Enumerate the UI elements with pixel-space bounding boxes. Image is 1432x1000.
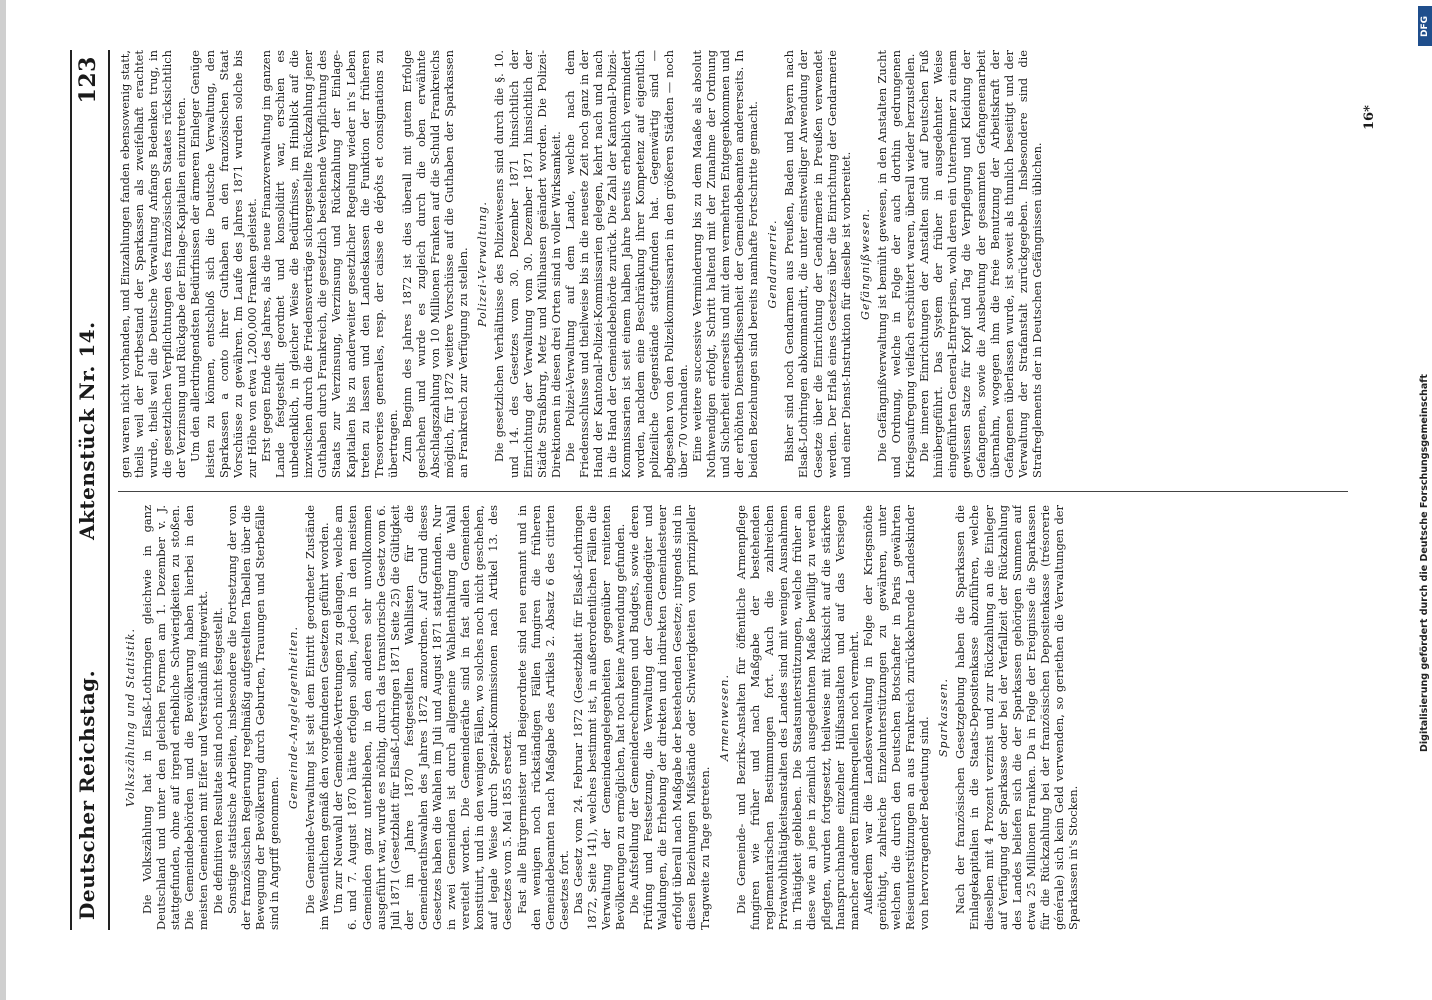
digitization-note: Digitalisierung gefördert durch die Deutsche Forschungsgemeinschaft xyxy=(1419,374,1430,752)
section-title: Polizei-Verwaltung. xyxy=(476,201,490,327)
paragraph: gen waren nicht vorhanden, und Einzahlungen fanden ebensowenig statt, theils weil der Fortbestand der Sparkassen als zweifelhaft erachtet wurde, theils weil die Deutsche Verwaltung Anfangs Bedenken trug, in die gesetzlichen Verpflichtungen des französischen Staates rücksichtlich der Verzinsung und Rückgabe der Einlage-Kapitalien einzutreten. xyxy=(118,50,189,478)
header-rule-bottom xyxy=(108,50,110,930)
paragraph: Fast alle Bürgermeister und Beigeordnete sind neu ernannt und in den wenigen noch rückständigen Fällen fungiren die früheren Gemeindebeamten nach Maßgabe des Artikels 2. Absatz 6 des citirten Gesetzes fort. xyxy=(514,505,571,930)
section-title: Gendarmerie. xyxy=(766,219,780,309)
paragraph: Zum Beginn des Jahres 1872 ist dies überall mit gutem Erfolge geschehen und wurde es zugleich durch die oben erwähnte Abschlagszahlung von 10 Millionen Franken auf die Schuld Frankreichs möglich, für 1872 weitere Vorschüsse auf die Guthaben der Sparkassen an Frankreich zur Verfügung zu stellen. xyxy=(399,50,471,478)
paragraph: Die gesetzlichen Verhältnisse des Polizeiwesens sind durch die §. 10. und 14. des Gesetzes vom 30. Dezember 1871 hinsichtlich der Einrichtung der Verwaltung vom 30. Dezember 1871 hinsichtlich der Städte Straßburg, Metz und Mülhausen geändert worden. Die Polizei-Direktionen in diesen drei Orten sind in voller Wirksamkeit. xyxy=(492,50,563,478)
section-title: Sparkassen. xyxy=(937,678,951,757)
paragraph: Die Gemeinde- und Bezirks-Anstalten für öffentliche Armenpflege fungiren wie früher und nach Maßgabe der bestehenden reglementarischen Bestimmungen fort. Auch die zahlreichen Privatwohlthätigkeitsanstalten des Landes sind mit wenigen Ausnahmen in Thätigkeit geblieben. Die Staatsunterstützungen, welche früher an diese wie an jene in ziemlich ausgedehntem Maße bewilligt zu werden pflegten, wurden fortgesetzt, theilweise mit Rücksicht auf die stärkere Inanspruchnahme einzelner Hülfsanstalten und auf das Versiegen mancher anderen Einnahmequellen noch vermehrt. xyxy=(733,505,861,930)
section-title: Gemeinde-Angelegenheiten. xyxy=(287,626,301,809)
dfg-logo-badge: DFG xyxy=(1418,6,1432,46)
paragraph: Sonstige statistische Arbeiten, insbesondere die Fortsetzung der von der französischen Regierung regelmäßig aufgestellten Tabellen über die Bewegung der Bevölkerung durch Geburten, Trauungen und Sterbefälle sind in Angriff genommen. xyxy=(224,505,281,930)
paragraph: Die Gefängnißverwaltung ist bemüht gewesen, in den Anstalten Zucht und Ordnung, welche in Folge der auch dorthin gedrungenen Kriegsaufregung vielfach erschüttert waren, überall wieder herzustellen. xyxy=(874,50,918,478)
paragraph: Die inneren Einrichtungen der Anstalten sind auf Deutschen Fuß hinübergeführt. Das System der früher in ausgedehnter Weise eingeführten General-Entreprisen, wohl deren ein Unternehmer zu einem gewissen Satze für Kopf und Tag die Verpflegung und Kleidung der Gefangenen, sowie die Ausbeutung der gesammten Gefangenenarbeit übernahm, wogegen ihm die freie Benutzung der Arbeitskraft der Gefangenen überlassen wurde, ist soweit als thunlich beseitigt und der Verwaltung der Strafanstalt zurückgegeben. Insbesondere sind die Strafreglements der in Deutschen Gefängnissen üblichen. xyxy=(917,50,1044,478)
header-rule-top xyxy=(70,50,72,930)
column-divider xyxy=(118,491,1348,492)
paragraph: Um den allerdringendsten Bedürfnissen der ärmeren Einleger Genüge leisten zu können, entschloß sich die Deutsche Verwaltung, den Sparkassen a conto ihrer Guthaben an den französischen Staat Vorschüsse zu gewähren. Im Laufe des Jahres 1871 wurden solche bis zur Höhe von etwa 1,200,000 Franken geleistet. xyxy=(188,50,259,478)
paragraph: Die Gemeinde-Verwaltung ist seit dem Eintritt geordneter Zustände im Wesentlichen gemäß den vorgefundenen Gesetzen geführt worden. xyxy=(303,505,332,930)
header-publication: Deutscher Reichstag. xyxy=(75,669,99,920)
paragraph: Die Volkszählung hat in Elsaß-Lothringen gleichwie in ganz Deutschland und unter den gleichen Formen am 1. Dezember v. J. stattgefunden, ohne auf irgend erhebliche Schwierigkeiten zu stoßen. Die Gemeindebehörden und die Bevölkerung haben hierbei in den meisten Gemeinden mit Eifer und Verständniß mitgewirkt. xyxy=(140,505,211,930)
paragraph: Die definitiven Resultate sind noch nicht festgestellt. xyxy=(210,607,225,914)
paragraph: Eine weitere successive Verminderung bis zu dem Maaße als absolut Nothwendigen erfolgt, Schritt haltend mit der Zunahme der Ordnung und Sicherheit einerseits und mit dem vermehrten Entgegenkommen und der erhöhten Dienstbeflissenheit der Gemeindebeamten andererseits. In beiden Beziehungen sind bereits namhafte Fortschritte gemacht. xyxy=(689,50,761,478)
page-header xyxy=(75,50,105,930)
paragraph: Um zur Neuwahl der Gemeinde-Vertretungen zu gelangen, welche am 6. und 7. August 1870 hätte erfolgen sollen, jedoch in den meisten Gemeinden ganz unterblieben, in den anderen sehr unvollkommen ausgeführt war, wurde es nöthig, durch das transitorische Gesetz vom 6. Juli 1871 (Gesetzblatt für Elsaß-Lothringen 1871 Seite 25) die Gültigkeit der im Jahre 1870 festgestellten Wahllisten für die Gemeinderathswahlen des Jahres 1872 anzuordnen. Auf Grund dieses Gesetzes haben die Wahlen im Juli und August 1871 stattgefunden. Nur in zwei Gemeinden ist durch allgemeine Wahlenthaltung die Wahl vereitelt worden. Die Gemeinderäthe sind in fast allen Gemeinden konstituirt, und in den wenigen Fällen, wo solches noch nicht geschehen, auf legale Weise durch Spezial-Kommissionen nach Artikel 13. des Gesetzes vom 5. Mai 1855 ersetzt. xyxy=(331,505,515,930)
text-column-right xyxy=(118,50,1348,478)
paragraph: Das Gesetz vom 24. Februar 1872 (Gesetzblatt für Elsaß-Lothringen 1872, Seite 141), welches bestimmt ist, in außerordentlichen Fällen die Verwaltung der Gemeindeangelegenheiten gegenüber renitenten Bevölkerungen zu ermöglichen, hat noch keine Anwendung gefunden. xyxy=(570,505,628,930)
section-title: Volkszählung und Statistik. xyxy=(124,628,137,807)
section-title: Gefängnißwesen. xyxy=(858,208,872,320)
paragraph: Erst gegen Ende des Jahres, als die neue Finanzverwaltung im ganzen Lande festgestellt geordnet und konsolidirt war, erschien es unbedenklich, in gleicher Weise die Bedürfnisse, im Hinblick auf die inzwischen durch die Friedensverträge sichergestellte Rückzahlung jener Guthaben durch Frankreich, die gesetzlich bestehende Verpflichtung des Staats zur Verzinsung, Verzinsung und Rückzahlung der Einlage-Kapitalien bis zu anderweiter gesetzlicher Regelung wieder in's Leben treten zu lassen und den Landeskassen die Funktion der früheren Tresoreries generales, resp. der caisse de dépôts et consignations zu übertragen. xyxy=(258,50,400,478)
paragraph: Bisher sind noch Gendarmen aus Preußen, Baden und Bayern nach Elsaß-Lothringen abkommandirt, die unter einstweiliger Anwendung der Gesetze über die Einrichtung der Gendarmerie in Preußen verwendet werden. Der Erlaß eines Gesetzes über die Einrichtung der Gendarmerie und einer Dienst-Instruktion für dieselbe ist vorbereitet. xyxy=(782,50,853,478)
paragraph: Die Polizei-Verwaltung auf dem Lande, welche nach dem Friedensschlusse und theilweise bis in die neueste Zeit noch ganz in der Hand der Kantonal-Polizei-Kommissarien gelegen, kehrt nach und nach in die Hand der Gemeindebehörde zurück. Die Zahl der Kantonal-Polizei-Kommissarien ist seit einem halben Jahre bereits erheblich vermindert worden, nachdem eine Beschränkung ihrer Kompetenz auf eigentlich polizeiliche Gegenstände stattgefunden hat. Gegenwärtig sind — abgesehen von den Polizeikommissarien in den größeren Städten — noch über 70 vorhanden. xyxy=(562,50,690,478)
paragraph: Außerdem war die Landesverwaltung in Folge der Kriegsnöthe genöthigt, zahlreiche Einzelunterstützungen zu gewähren, unter welchen die durch den Deutschen Botschafter in Paris gewährten Reiseunterstützungen an aus Frankreich zurückkehrende Landeskinder von hervorragender Bedeutung sind. xyxy=(860,505,932,930)
paragraph: Die Aufstellung der Gemeinderechnungen und Budgets, sowie deren Prüfung und Festsetzung, die Verwaltung der Gemeindegüter und Waldungen, die Erhebung der direkten und indirekten Gemeindesteuer erfolgt überall nach Maßgabe der bestehenden Gesetze; nirgends sind in diesen Beziehungen Mißstände oder Schwierigkeiten von prinzipieller Tragweite zu Tage getreten. xyxy=(627,505,712,930)
text-column-left xyxy=(118,505,1348,930)
page-number: 123 xyxy=(75,56,101,104)
sheet-signature: 16* xyxy=(1362,105,1377,130)
paragraph: Nach der französischen Gesetzgebung haben die Sparkassen die Einlagekapitalien in die Staats-Depositenkasse abzuführen, welche dieselben mit 4 Prozent verzinst und zur Rückzahlung an die Einleger auf Verfügung der Sparkasse oder bei der Verfallzeit der Rückzahlung des Landes beliefen sich die der Sparkassen gehörigen Summen auf etwa 25 Millionen Franken. Da in Folge der Ereignisse die Sparkassen für die Rückzahlung bei der französischen Depositenkasse (trésorerie générale) sich kein Geld verwenden, so geriethen die Verwaltungen der Sparkassen in's Stocken. xyxy=(953,505,1081,930)
section-title: Armenwesen. xyxy=(717,674,731,761)
header-document-number: Aktenstück Nr. 14. xyxy=(75,321,99,540)
